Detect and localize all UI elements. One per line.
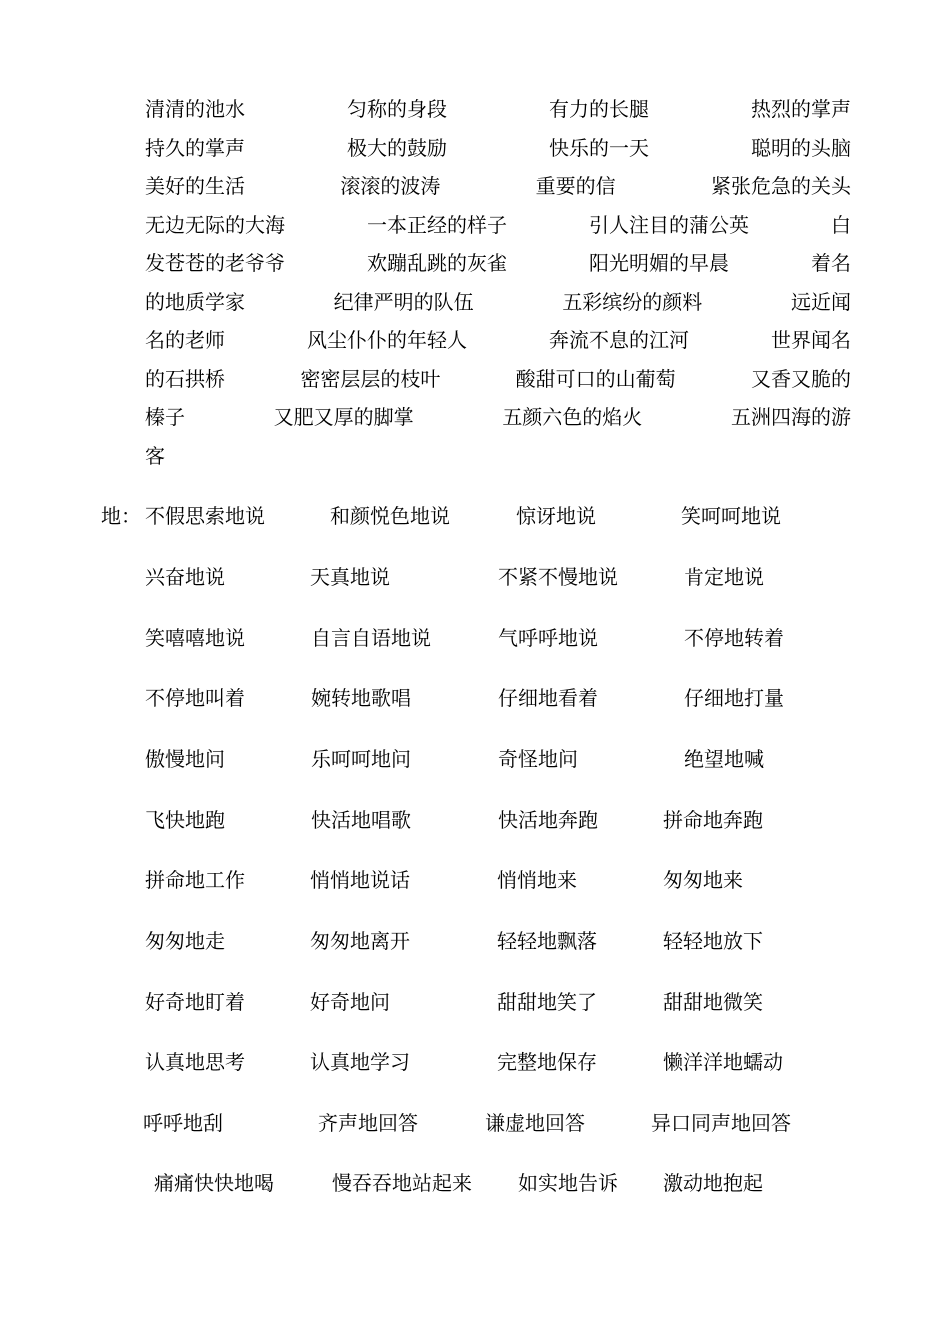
di-phrase: 悄悄地来 (497, 868, 577, 892)
di-phrase: 乐呵呵地问 (311, 747, 411, 771)
di-phrase: 不紧不慢地说 (498, 565, 618, 589)
di-phrase: 肯定地说 (684, 565, 764, 589)
di-phrase: 不停地转着 (684, 626, 784, 650)
de-phrase: 热烈的掌声 (751, 97, 851, 121)
di-phrase: 谦虚地回答 (485, 1111, 585, 1135)
de-phrase: 奔流不息的江河 (549, 328, 689, 352)
de-phrase: 五颜六色的焰火 (502, 405, 643, 429)
di-section-label: 地： (101, 504, 141, 528)
de-phrase: 密密层层的枝叶 (300, 366, 441, 391)
di-phrase: 齐声地回答 (318, 1111, 418, 1135)
de-phrase: 纪律严明的队伍 (333, 289, 474, 314)
de-phrase: 重要的信 (535, 174, 616, 198)
di-phrase: 轻轻地放下 (663, 929, 763, 953)
de-phrase: 快乐的一天 (549, 135, 649, 160)
di-phrase: 天真地说 (310, 565, 390, 589)
de-phrase: 一本正经的样子 (367, 212, 507, 237)
di-phrase: 不假思索地说 (145, 504, 265, 528)
de-phrase: 的地质学家 (145, 289, 245, 314)
di-phrase: 认真地学习 (310, 1050, 410, 1074)
di-phrase: 轻轻地飘落 (497, 929, 597, 953)
de-phrase: 极大的鼓励 (347, 135, 447, 160)
de-phrase: 有力的长腿 (549, 97, 649, 121)
di-phrase: 快活地奔跑 (498, 808, 598, 832)
de-phrase: 客 (145, 443, 165, 468)
de-phrase: 聪明的头脑 (751, 135, 851, 160)
de-phrase: 酸甜可口的山葡萄 (515, 366, 676, 391)
di-phrase: 匆匆地离开 (310, 929, 410, 953)
de-phrase: 的石拱桥 (145, 366, 225, 391)
di-phrase: 绝望地喊 (684, 747, 764, 771)
de-phrase: 引人注目的蒲公英 (589, 212, 749, 237)
di-phrase: 呼呼地刮 (143, 1111, 223, 1135)
di-phrase: 拼命地工作 (145, 868, 245, 892)
di-phrase: 气呼呼地说 (498, 626, 598, 650)
de-phrase: 阳光明媚的早晨 (589, 251, 729, 275)
de-phrase: 又香又脆的 (750, 366, 851, 391)
di-phrase: 笑嘻嘻地说 (145, 626, 245, 650)
di-phrase: 傲慢地问 (145, 747, 225, 771)
di-phrase: 异口同声地回答 (651, 1111, 791, 1135)
de-phrase: 清清的池水 (145, 97, 245, 121)
de-phrase: 世界闻名 (771, 328, 851, 352)
di-phrase: 如实地告诉 (518, 1171, 618, 1195)
de-phrase: 美好的生活 (145, 174, 245, 198)
di-phrase: 仔细地看着 (498, 686, 598, 710)
de-phrase: 着名 (811, 251, 851, 275)
di-phrase: 懒洋洋地蠕动 (663, 1050, 783, 1074)
di-phrase: 好奇地盯着 (145, 990, 245, 1014)
de-phrase: 风尘仆仆的年轻人 (307, 328, 467, 352)
de-phrase: 欢蹦乱跳的灰雀 (367, 251, 507, 275)
di-phrase: 悄悄地说话 (310, 868, 410, 892)
di-phrase: 不停地叫着 (145, 686, 245, 710)
di-phrase: 自言自语地说 (311, 626, 431, 650)
di-phrase: 好奇地问 (310, 990, 390, 1014)
di-phrase: 兴奋地说 (145, 565, 225, 589)
di-phrase: 和颜悦色地说 (330, 504, 450, 528)
di-phrase: 拼命地奔跑 (663, 808, 763, 832)
de-phrase: 又肥又厚的脚掌 (273, 405, 414, 429)
di-phrase: 完整地保存 (497, 1050, 597, 1074)
de-phrase: 匀称的身段 (347, 97, 447, 121)
de-phrase: 五洲四海的游 (730, 405, 851, 429)
di-phrase: 匆匆地来 (663, 868, 743, 892)
de-phrase: 五彩缤纷的颜料 (562, 289, 703, 314)
di-phrase: 笑呵呵地说 (681, 504, 781, 528)
di-phrase: 甜甜地微笑 (663, 990, 763, 1014)
de-phrase: 无边无际的大海 (145, 212, 285, 237)
di-phrase: 惊讶地说 (516, 504, 596, 528)
de-phrase: 滚滚的波涛 (340, 174, 441, 198)
di-phrase: 认真地思考 (145, 1050, 245, 1074)
di-phrase: 甜甜地笑了 (497, 990, 597, 1014)
de-phrase: 远近闻 (790, 289, 851, 314)
di-phrase: 婉转地歌唱 (311, 686, 411, 710)
de-phrase: 发苍苍的老爷爷 (145, 251, 285, 275)
di-phrase: 痛痛快快地喝 (154, 1171, 274, 1195)
di-phrase: 激动地抱起 (663, 1171, 763, 1195)
di-phrase: 匆匆地走 (145, 929, 225, 953)
di-phrase: 慢吞吞地站起来 (332, 1171, 472, 1195)
di-phrase: 快活地唱歌 (311, 808, 411, 832)
de-phrase: 白 (831, 212, 851, 237)
de-phrase: 紧张危急的关头 (710, 174, 851, 198)
de-phrase: 名的老师 (145, 328, 225, 352)
di-phrase: 仔细地打量 (684, 686, 784, 710)
di-phrase: 飞快地跑 (145, 808, 225, 832)
de-phrase: 榛子 (145, 405, 185, 429)
di-phrase: 奇怪地问 (498, 747, 578, 771)
de-phrase: 持久的掌声 (145, 135, 245, 160)
